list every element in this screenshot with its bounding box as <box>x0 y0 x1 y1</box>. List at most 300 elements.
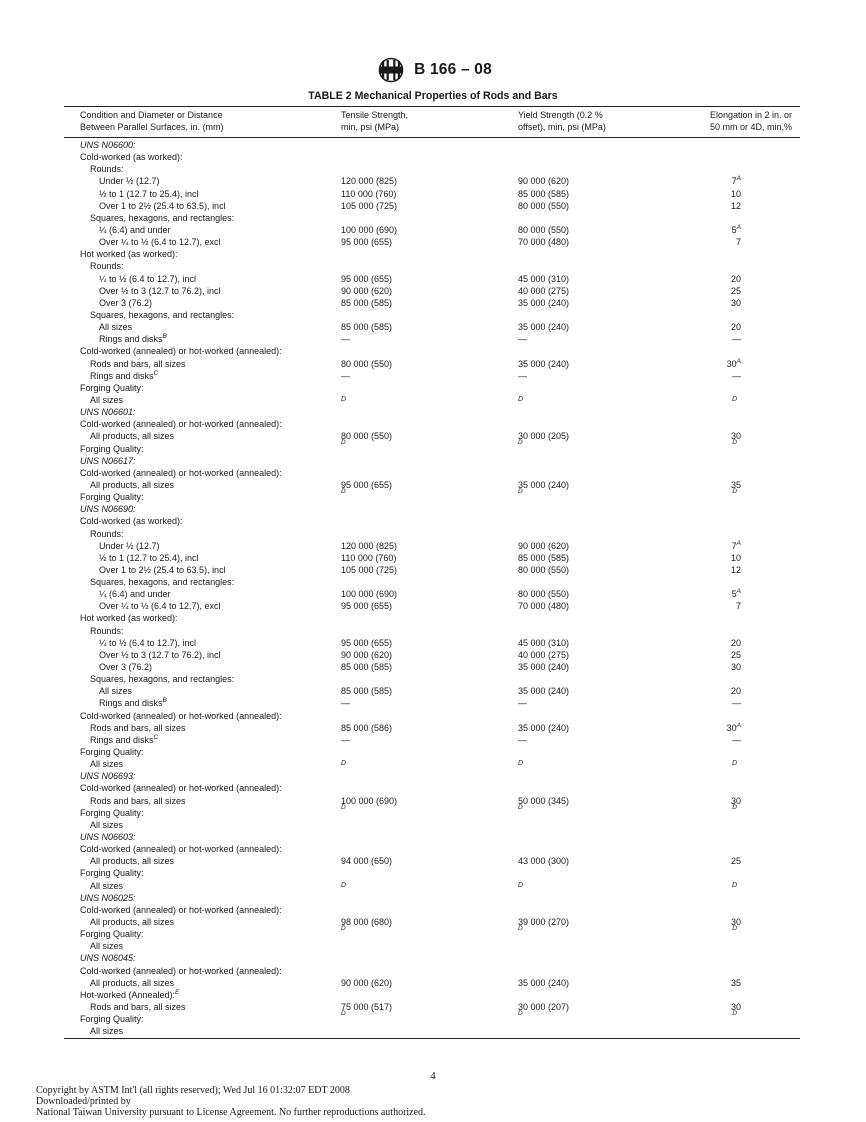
footnote-marker: A <box>736 357 741 365</box>
table-row <box>0 455 866 467</box>
row-tensile: 80 000 (550) <box>341 431 393 442</box>
footnote-marker: D <box>341 1009 346 1017</box>
table-row <box>0 333 866 345</box>
row-condition-text: Over 1 to 2½ (25.4 to 63.5), incl <box>99 564 226 575</box>
row-condition-text: ½ to 1 (12.7 to 25.4), incl <box>99 552 199 563</box>
row-condition-text: UNS N06693: <box>80 771 136 782</box>
row-condition-text: Forging Quality: <box>80 868 144 879</box>
row-tensile: 85 000 (586) <box>341 722 393 733</box>
row-elongation-value: 5 <box>731 589 737 600</box>
row-condition-text: All sizes <box>90 759 124 770</box>
row-yield: 80 000 (550) <box>518 564 570 575</box>
table-row <box>0 940 866 952</box>
row-condition <box>90 394 123 406</box>
row-condition-text: Forging Quality: <box>80 492 144 503</box>
table-row <box>0 649 866 661</box>
row-yield: 35 000 (240) <box>518 722 570 733</box>
row-condition-text: Forging Quality: <box>80 807 144 818</box>
row-condition-text: Forging Quality: <box>80 1014 144 1025</box>
row-elongation <box>731 188 741 200</box>
row-condition-text: Forging Quality: <box>80 443 144 454</box>
table-row <box>0 370 866 382</box>
row-elongation <box>732 370 741 382</box>
table-row <box>0 734 866 746</box>
row-condition-text: Squares, hexagons, and rectangles: <box>90 577 235 588</box>
row-yield: 39 000 (270) <box>518 917 570 927</box>
row-elongation-value: 20 <box>730 686 741 697</box>
footnote-marker: A <box>736 588 741 596</box>
row-condition-text: Cold-worked (annealed) or hot-worked (annealed): <box>80 844 282 855</box>
row-condition <box>99 637 196 649</box>
row-condition-text: Rings and disks <box>90 734 154 745</box>
row-yield: 35 000 (240) <box>518 479 570 490</box>
table-row <box>0 770 866 782</box>
row-elongation <box>732 697 741 709</box>
row-condition-text: UNS N06045: <box>80 953 136 964</box>
row-condition <box>90 260 124 272</box>
row-condition-text: All products, all sizes <box>90 431 175 442</box>
column-header-line: 50 mm or 4D, min,% <box>709 121 792 132</box>
table-row <box>0 345 866 357</box>
row-condition-text: UNS N06603: <box>80 832 136 843</box>
row-condition <box>99 236 221 248</box>
table-row <box>0 382 866 394</box>
row-elongation-value: — <box>732 334 741 345</box>
footnote-marker: A <box>736 721 741 729</box>
row-condition <box>90 758 123 770</box>
row-condition <box>90 795 186 807</box>
table-row <box>0 321 866 333</box>
table-row <box>0 710 866 722</box>
row-condition <box>80 406 136 418</box>
row-yield: 85 000 (585) <box>518 552 570 563</box>
row-condition-text: Forging Quality: <box>80 747 144 758</box>
table-row <box>0 965 866 977</box>
row-condition <box>80 248 178 260</box>
row-condition <box>99 273 196 285</box>
row-condition-text: ½ to 1 (12.7 to 25.4), incl <box>99 188 199 199</box>
row-yield: 90 000 (620) <box>518 540 570 551</box>
row-elongation-value: 25 <box>730 285 741 296</box>
row-condition-text: All sizes <box>99 322 133 333</box>
row-condition <box>90 576 234 588</box>
row-condition <box>90 916 174 928</box>
row-condition-text: Over ¼ to ½ (6.4 to 12.7), excl <box>99 601 221 612</box>
row-condition-text: Rounds: <box>90 261 124 272</box>
table-row <box>0 600 866 612</box>
row-tensile: 75 000 (517) <box>341 1001 393 1012</box>
row-yield: 35 000 (240) <box>518 297 570 308</box>
row-condition <box>90 1001 186 1013</box>
table-row <box>0 952 866 964</box>
row-elongation-value: 5 <box>731 224 737 235</box>
row-elongation-value: 30 <box>726 358 737 369</box>
row-condition-text: Rounds: <box>90 164 124 175</box>
row-tensile: 90 000 (620) <box>341 977 393 988</box>
row-elongation <box>731 637 741 649</box>
row-yield: 70 000 (480) <box>518 237 570 248</box>
table-row <box>0 612 866 624</box>
row-yield: 45 000 (310) <box>518 637 570 648</box>
table-row <box>0 200 866 212</box>
table-row <box>0 795 866 811</box>
row-condition <box>90 819 123 831</box>
row-elongation-footnote: D <box>731 395 737 403</box>
row-elongation <box>736 600 741 612</box>
table-title: TABLE 2 Mechanical Properties of Rods and Bars <box>308 90 558 102</box>
table-row <box>0 722 866 734</box>
column-header-condition <box>80 110 330 133</box>
row-condition-text: Over ½ to 3 (12.7 to 76.2), incl <box>99 649 221 660</box>
table-row <box>0 515 866 527</box>
row-tensile: — <box>341 734 350 745</box>
row-condition-text: Squares, hexagons, and rectangles: <box>90 674 235 685</box>
row-elongation-value: 35 <box>730 479 741 490</box>
row-tensile: 85 000 (585) <box>341 686 393 697</box>
footnote-marker: C <box>153 369 159 377</box>
row-condition-text: Rounds: <box>90 528 124 539</box>
row-tensile: 120 000 (825) <box>341 176 398 187</box>
footer-line: Downloaded/printed by <box>36 1096 131 1107</box>
column-header-line: Elongation in 2 in. or <box>709 110 792 120</box>
row-condition <box>99 600 221 612</box>
row-tensile: 105 000 (725) <box>341 200 398 211</box>
row-elongation <box>731 564 741 576</box>
page-number: 4 <box>430 1070 436 1082</box>
table-row <box>0 224 866 236</box>
row-elongation <box>727 358 741 370</box>
table-row <box>0 151 866 163</box>
table-row <box>0 406 866 418</box>
row-condition-text: All sizes <box>90 394 124 405</box>
row-tensile: 95 000 (655) <box>341 601 393 612</box>
row-elongation-value: 20 <box>730 273 741 284</box>
row-condition <box>99 297 152 309</box>
row-yield: 80 000 (550) <box>518 200 570 211</box>
row-condition <box>80 904 282 916</box>
row-yield: 85 000 (585) <box>518 188 570 199</box>
table-row <box>0 867 866 879</box>
row-condition <box>90 479 174 491</box>
row-elongation <box>731 200 741 212</box>
table-header-rule <box>64 137 800 138</box>
row-condition-text: UNS N06025: <box>80 892 136 903</box>
row-yield: 35 000 (240) <box>518 662 570 673</box>
table-row <box>0 807 866 819</box>
row-tensile: 85 000 (585) <box>341 662 393 673</box>
row-condition <box>90 722 186 734</box>
table-row <box>0 892 866 904</box>
row-yield: 30 000 (207) <box>518 1001 570 1012</box>
table-row <box>0 528 866 540</box>
table-row <box>0 916 866 932</box>
column-header-line: Yield Strength (0.2 % <box>518 110 603 120</box>
row-elongation-value: 12 <box>730 200 741 211</box>
footer-line: Copyright by ASTM Int'l (all rights reserved); Wed Jul 16 01:32:07 EDT 2008 <box>36 1085 350 1096</box>
row-tensile: 94 000 (650) <box>341 856 393 867</box>
row-condition-text: All sizes <box>99 686 133 697</box>
row-condition-text: Squares, hexagons, and rectangles: <box>90 212 235 223</box>
table-row <box>0 139 866 151</box>
row-condition <box>80 612 178 624</box>
row-condition-text: ¼ (6.4) and under <box>99 224 171 235</box>
table-row <box>0 358 866 370</box>
row-yield: 40 000 (275) <box>518 649 570 660</box>
row-elongation <box>731 321 741 333</box>
table-row <box>0 637 866 649</box>
row-condition-text: Hot-worked (Annealed): <box>80 989 176 1000</box>
footnote-marker: D <box>518 803 523 811</box>
row-elongation-value: — <box>732 370 741 381</box>
row-condition <box>90 855 174 867</box>
row-condition-text: Cold-worked (as worked): <box>80 516 183 527</box>
row-condition <box>90 673 234 685</box>
row-tensile: 90 000 (620) <box>341 285 393 296</box>
row-condition <box>90 880 123 892</box>
row-condition-text: Squares, hexagons, and rectangles: <box>90 309 235 320</box>
row-condition <box>80 139 136 151</box>
row-elongation <box>732 734 741 746</box>
row-condition-text: All sizes <box>90 1026 124 1037</box>
row-elongation-value: 7 <box>735 601 741 612</box>
row-condition <box>80 382 144 394</box>
row-condition <box>99 321 132 333</box>
row-condition <box>80 455 136 467</box>
row-condition <box>90 212 234 224</box>
row-elongation-value: 7 <box>735 237 741 248</box>
row-tensile: 95 000 (655) <box>341 237 393 248</box>
footnote-marker: D <box>732 439 737 447</box>
row-condition-text: Rods and bars, all sizes <box>90 722 186 733</box>
row-elongation-value: 25 <box>730 856 741 867</box>
row-yield-footnote: D <box>518 395 524 403</box>
table-row <box>0 564 866 576</box>
row-condition-text: All products, all sizes <box>90 917 175 927</box>
table-row <box>0 928 866 940</box>
row-elongation <box>731 297 741 309</box>
row-condition-text: ¼ (6.4) and under <box>99 589 171 600</box>
table-row <box>0 831 866 843</box>
row-condition <box>99 224 171 236</box>
row-elongation-footnote: D <box>731 881 737 889</box>
table-row <box>0 188 866 200</box>
row-condition-text: Over ½ to 3 (12.7 to 76.2), incl <box>99 285 221 296</box>
row-yield: 80 000 (550) <box>518 224 570 235</box>
row-condition-text: Hot worked (as worked): <box>80 613 178 624</box>
row-condition-text: Cold-worked (annealed) or hot-worked (annealed): <box>80 965 282 976</box>
row-condition <box>99 285 221 297</box>
row-tensile: 90 000 (620) <box>341 649 393 660</box>
row-yield: 35 000 (240) <box>518 358 570 369</box>
footnote-marker: D <box>341 487 346 495</box>
row-condition-text: Rods and bars, all sizes <box>90 1001 186 1012</box>
row-yield: 50 000 (345) <box>518 795 570 806</box>
row-tensile: 110 000 (760) <box>341 552 397 563</box>
row-elongation-value: 30 <box>730 1001 741 1012</box>
row-elongation <box>732 540 741 552</box>
row-yield: 43 000 (300) <box>518 856 570 867</box>
row-elongation-value: 30 <box>730 917 741 927</box>
row-condition <box>90 309 234 321</box>
row-condition-text: Rods and bars, all sizes <box>90 358 186 369</box>
column-header-line: min, psi (MPa) <box>341 121 400 132</box>
row-condition-text: Under ½ (12.7) <box>99 176 160 187</box>
row-condition <box>90 940 123 952</box>
row-condition-text: All products, all sizes <box>90 479 175 490</box>
row-condition-text: UNS N06617: <box>80 455 136 466</box>
footnote-marker: A <box>736 175 741 183</box>
row-elongation <box>731 855 741 867</box>
row-condition-text: UNS N06690: <box>80 504 136 515</box>
footnote-marker: D <box>732 803 737 811</box>
row-condition <box>99 540 160 552</box>
table-row <box>0 175 866 187</box>
table-row <box>0 297 866 309</box>
row-condition-text: Rods and bars, all sizes <box>90 795 186 806</box>
row-yield: 30 000 (205) <box>518 431 570 442</box>
row-tensile-footnote: D <box>341 395 347 403</box>
row-yield: — <box>518 734 527 745</box>
table-row <box>0 989 866 1001</box>
astm-logo-icon <box>374 57 408 83</box>
row-condition-text: Under ½ (12.7) <box>99 540 160 551</box>
row-condition-text: Cold-worked (annealed) or hot-worked (annealed): <box>80 346 282 357</box>
table-row <box>0 467 866 479</box>
table-row <box>0 430 866 447</box>
row-elongation-value: — <box>732 698 741 709</box>
row-yield: — <box>518 370 527 381</box>
row-yield: 40 000 (275) <box>518 285 570 296</box>
row-condition <box>80 503 136 515</box>
column-header-line: Tensile Strength, <box>341 110 409 120</box>
row-condition <box>80 710 282 722</box>
row-yield: 90 000 (620) <box>518 176 570 187</box>
row-condition-text: All sizes <box>90 941 124 952</box>
table-body <box>0 139 866 1037</box>
footnote-marker: A <box>736 223 741 231</box>
table-row <box>0 236 866 248</box>
footnote-marker: D <box>518 439 523 447</box>
row-elongation-value: 30 <box>730 297 741 308</box>
table-row <box>0 273 866 285</box>
row-condition-text: Rings and disks <box>99 698 163 709</box>
row-condition-text: Over 1 to 2½ (25.4 to 63.5), incl <box>99 200 226 211</box>
row-yield: 35 000 (240) <box>518 686 570 697</box>
row-elongation <box>727 722 741 734</box>
footnote-marker: C <box>153 733 159 741</box>
footnote-marker: D <box>732 1009 737 1017</box>
row-condition <box>80 515 183 527</box>
table-row <box>0 843 866 855</box>
row-condition-text: Hot worked (as worked): <box>80 249 178 260</box>
table-row <box>0 855 866 867</box>
table-row <box>0 782 866 794</box>
row-elongation <box>732 175 741 187</box>
row-condition <box>80 892 136 904</box>
table-row <box>0 1001 866 1017</box>
row-condition <box>99 685 132 697</box>
row-condition-text: ¼ to ½ (6.4 to 12.7), incl <box>99 273 197 284</box>
column-header-yield <box>518 110 668 133</box>
row-elongation <box>731 661 741 673</box>
footnote-marker: B <box>162 333 167 341</box>
row-yield-footnote: D <box>518 881 524 889</box>
table-row <box>0 418 866 430</box>
row-elongation-value: 30 <box>730 795 741 806</box>
table-row <box>0 163 866 175</box>
column-header-elongation <box>670 110 792 133</box>
row-yield: — <box>518 698 527 709</box>
row-tensile-footnote: D <box>341 760 347 768</box>
row-condition <box>80 952 136 964</box>
row-elongation-value: 20 <box>730 322 741 333</box>
table-row <box>0 443 866 455</box>
row-condition <box>99 333 167 345</box>
row-condition-text: Rings and disks <box>90 370 154 381</box>
row-elongation-value: 35 <box>730 977 741 988</box>
row-yield: 35 000 (240) <box>518 322 570 333</box>
table-row <box>0 260 866 272</box>
row-condition <box>90 1025 123 1037</box>
row-condition <box>80 989 179 1001</box>
row-elongation-value: 10 <box>730 188 741 199</box>
row-condition-text: Cold-worked (annealed) or hot-worked (annealed): <box>80 783 282 794</box>
row-condition-text: ¼ to ½ (6.4 to 12.7), incl <box>99 637 197 648</box>
row-condition <box>90 370 158 382</box>
row-condition <box>90 163 124 175</box>
table-row <box>0 746 866 758</box>
row-tensile: 100 000 (690) <box>341 224 398 235</box>
table-row <box>0 758 866 770</box>
row-elongation-value: 30 <box>730 662 741 673</box>
row-tensile: 100 000 (690) <box>341 589 398 600</box>
row-elongation-value: 12 <box>730 564 741 575</box>
column-header-line: Between Parallel Surfaces, in. (mm) <box>80 121 224 132</box>
table-row <box>0 880 866 892</box>
table-row <box>0 661 866 673</box>
row-condition-text: Over 3 (76.2) <box>99 662 153 673</box>
row-condition <box>80 965 282 977</box>
row-condition <box>99 697 167 709</box>
row-condition <box>80 867 144 879</box>
row-condition <box>80 928 144 940</box>
row-elongation <box>731 285 741 297</box>
row-elongation-value: 20 <box>730 637 741 648</box>
row-condition <box>99 661 152 673</box>
document-header <box>0 56 866 84</box>
row-elongation <box>736 236 741 248</box>
table-row <box>0 977 866 989</box>
row-elongation-value: 7 <box>731 176 737 187</box>
row-condition <box>80 443 144 455</box>
row-condition-text: All products, all sizes <box>90 977 175 988</box>
row-condition <box>80 782 282 794</box>
row-tensile: 105 000 (725) <box>341 564 398 575</box>
table-top-rule <box>64 106 800 107</box>
row-elongation <box>732 333 741 345</box>
footnote-marker: D <box>341 925 346 932</box>
footnote-marker: D <box>518 487 523 495</box>
footnote-marker: A <box>736 539 741 547</box>
table-row <box>0 588 866 600</box>
row-condition-text: All products, all sizes <box>90 856 175 867</box>
row-tensile: 100 000 (690) <box>341 795 398 806</box>
row-condition <box>80 418 282 430</box>
row-condition <box>80 491 144 503</box>
footnote-marker: D <box>341 439 346 447</box>
row-condition-text: Cold-worked (as worked): <box>80 152 183 163</box>
row-elongation-value: — <box>732 734 741 745</box>
